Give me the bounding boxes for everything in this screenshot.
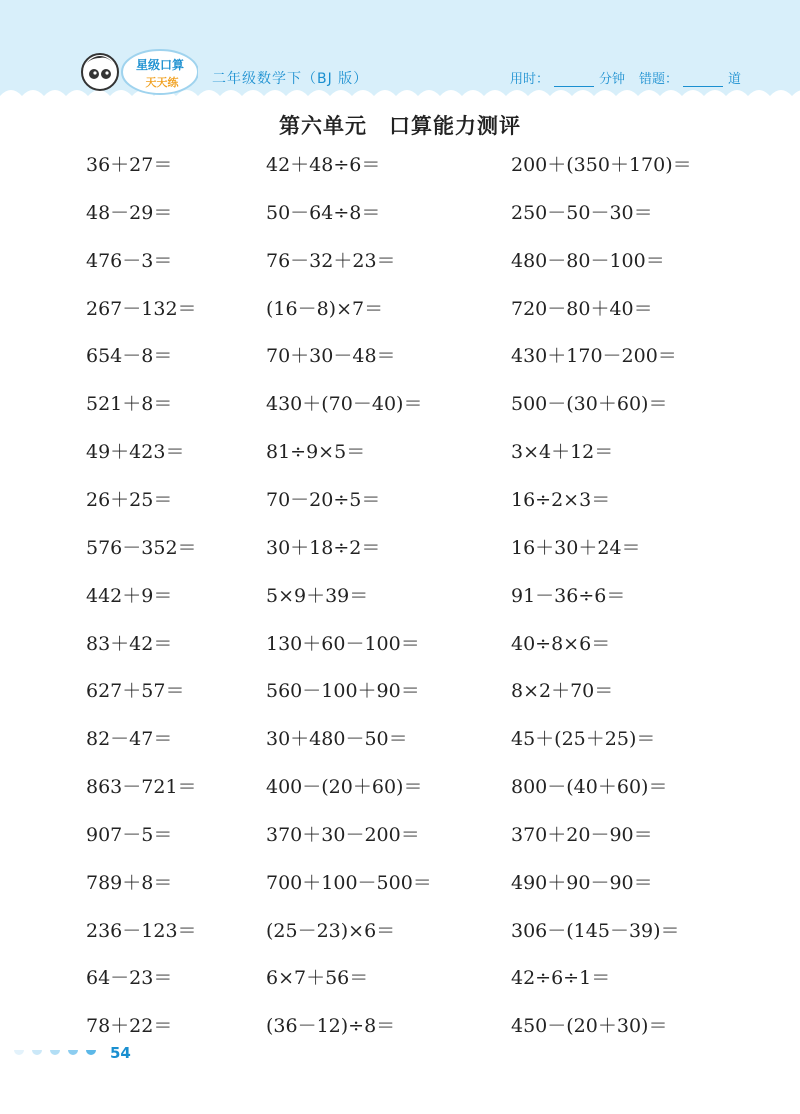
book-title: 二年级数学下（BJ 版） <box>212 71 369 87</box>
problem-c1-r4: 267－132＝ <box>86 297 197 320</box>
problem-c1-r16: 789＋8＝ <box>86 871 173 894</box>
minute-label: 分钟 <box>599 72 626 87</box>
problem-c1-r5: 654－8＝ <box>86 345 173 368</box>
logo-text-top: 星级口算 <box>135 58 185 72</box>
footer-dots <box>12 1048 108 1062</box>
mascot-logo <box>78 44 198 100</box>
problem-c2-r18: 6×7＋56＝ <box>266 967 369 990</box>
problem-c3-r18: 42÷6÷1＝ <box>511 967 611 990</box>
problem-c1-r2: 48－29＝ <box>86 201 173 224</box>
problem-c3-r16: 490＋90－90＝ <box>511 871 653 894</box>
problem-c2-r4: (16－8)×7＝ <box>266 297 384 320</box>
problem-c1-r18: 64－23＝ <box>86 967 173 990</box>
problem-c2-r17: (25－23)×6＝ <box>266 919 396 942</box>
problem-c2-r5: 70＋30－48＝ <box>266 345 396 368</box>
problem-c1-r15: 907－5＝ <box>86 823 173 846</box>
problem-c2-r9: 30＋18÷2＝ <box>266 536 381 559</box>
problem-c2-r12: 560－100＋90＝ <box>266 680 420 703</box>
problem-c3-r14: 800－(40＋60)＝ <box>511 776 668 799</box>
problem-c3-r10: 91－36÷6＝ <box>511 584 626 607</box>
logo-text-bottom: 天天练 <box>145 76 179 89</box>
problem-c3-r6: 500－(30＋60)＝ <box>511 393 668 416</box>
problem-c1-r3: 476－3＝ <box>86 249 173 272</box>
problem-c1-r14: 863－721＝ <box>86 776 197 799</box>
problem-c3-r12: 8×2＋70＝ <box>511 680 614 703</box>
errors-label: 错题： <box>639 72 679 87</box>
problem-c3-r1: 200＋(350＋170)＝ <box>511 154 692 176</box>
problem-c3-r9: 16＋30＋24＝ <box>511 536 641 559</box>
errors-blank[interactable] <box>683 74 723 87</box>
problem-c1-r19: 78＋22＝ <box>86 1015 173 1038</box>
problem-c1-r11: 83＋42＝ <box>86 632 173 655</box>
page-title: 第六单元 口算能力测评 <box>279 114 521 138</box>
problem-c2-r15: 370＋30－200＝ <box>266 823 420 846</box>
problem-c3-r19: 450－(20＋30)＝ <box>511 1015 668 1038</box>
problem-c1-r6: 521＋8＝ <box>86 393 173 416</box>
timer-row <box>510 68 741 87</box>
problem-c3-r4: 720－80＋40＝ <box>511 297 653 320</box>
problem-c1-r9: 576－352＝ <box>86 536 197 559</box>
time-label: 用时： <box>510 72 550 87</box>
problem-c2-r1: 42＋48÷6＝ <box>266 154 381 176</box>
problem-c2-r19: (36－12)÷8＝ <box>266 1015 396 1038</box>
problem-c1-r8: 26＋25＝ <box>86 488 173 511</box>
problem-c3-r11: 40÷8×6＝ <box>511 632 611 655</box>
problem-c1-r1: 36＋27＝ <box>86 154 173 176</box>
problem-c2-r3: 76－32＋23＝ <box>266 249 396 272</box>
page-number: 54 <box>110 1044 131 1062</box>
problem-c2-r16: 700＋100－500＝ <box>266 871 432 894</box>
problem-c2-r2: 50－64÷8＝ <box>266 201 381 224</box>
problem-c3-r7: 3×4＋12＝ <box>511 441 614 464</box>
problem-c3-r2: 250－50－30＝ <box>511 201 653 224</box>
time-blank[interactable] <box>554 74 594 87</box>
page-header <box>0 0 800 108</box>
problem-c3-r8: 16÷2×3＝ <box>511 488 611 511</box>
problem-c2-r13: 30＋480－50＝ <box>266 728 408 751</box>
problem-c1-r12: 627＋57＝ <box>86 680 185 703</box>
problem-c2-r7: 81÷9×5＝ <box>266 441 366 464</box>
problem-c3-r3: 480－80－100＝ <box>511 249 665 272</box>
problem-c1-r7: 49＋423＝ <box>86 441 185 464</box>
problem-c2-r14: 400－(20＋60)＝ <box>266 776 423 799</box>
problem-c3-r13: 45＋(25＋25)＝ <box>511 728 656 751</box>
problem-c1-r10: 442＋9＝ <box>86 584 173 607</box>
problem-c2-r8: 70－20÷5＝ <box>266 488 381 511</box>
problem-c3-r17: 306－(145－39)＝ <box>511 919 680 942</box>
problem-c1-r13: 82－47＝ <box>86 728 173 751</box>
problem-c2-r6: 430＋(70－40)＝ <box>266 393 423 416</box>
problem-c2-r10: 5×9＋39＝ <box>266 584 369 607</box>
problem-c3-r15: 370＋20－90＝ <box>511 823 653 846</box>
problem-c2-r11: 130＋60－100＝ <box>266 632 420 655</box>
problem-c1-r17: 236－123＝ <box>86 919 197 942</box>
count-label: 道 <box>728 72 742 87</box>
problem-c3-r5: 430＋170－200＝ <box>511 345 677 368</box>
